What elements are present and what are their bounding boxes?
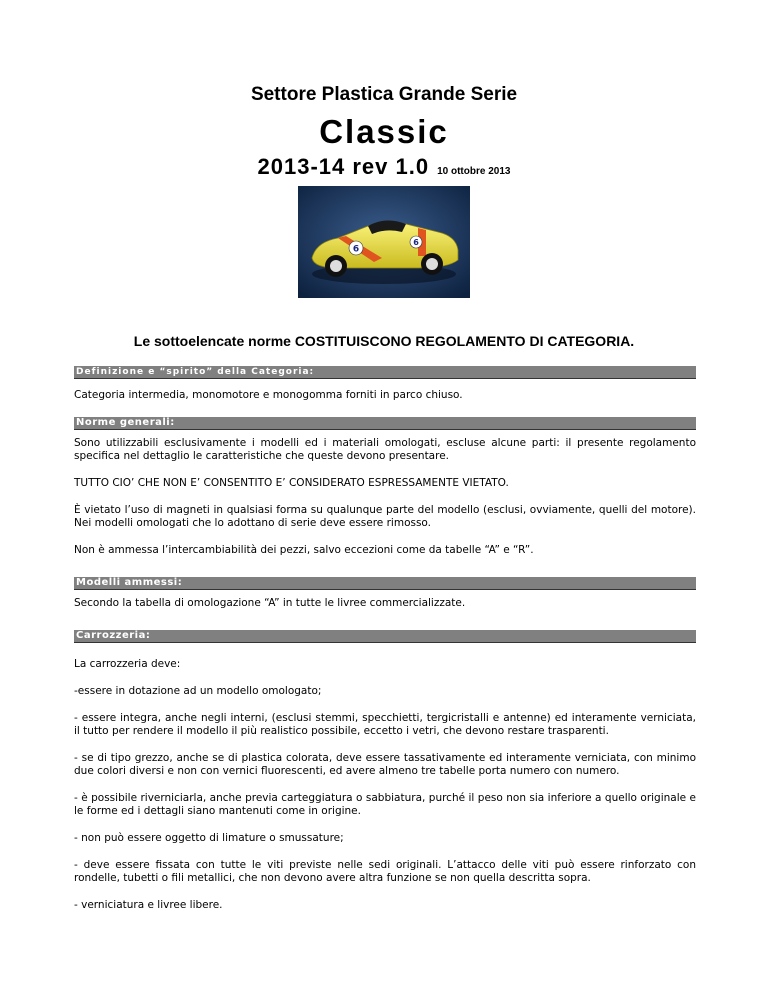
section-paragraph: - essere integra, anche negli interni, (esclusi stemmi, specchietti, tergicristalli e antenne) ed interamente verniciata, il tutto per rendere il modello il più realistico possibile, eccetto i vetri, che devono restare trasparenti. — [74, 712, 696, 737]
section-paragraph: Categoria intermedia, monomotore e monogomma forniti in parco chiuso. — [74, 389, 463, 401]
section-paragraph: - non può essere oggetto di limature o smussature; — [74, 832, 344, 844]
section-paragraph: Non è ammessa l’intercambiabilità dei pezzi, salvo eccezioni come da tabelle “A” e “R”. — [74, 544, 534, 556]
season-line — [0, 154, 768, 180]
intro-statement: Le sottoelencate norme COSTITUISCONO REGOLAMENTO DI CATEGORIA. — [133, 333, 635, 349]
section-heading-norme-generali: Norme generali: — [74, 417, 696, 430]
section-heading-carrozzeria: Carrozzeria: — [74, 630, 696, 643]
section-paragraph: Secondo la tabella di omologazione “A” in tutte le livree commercializzate. — [74, 597, 466, 609]
section-paragraph: Sono utilizzabili esclusivamente i modelli ed i materiali omologati, escluse alcune parti: il presente regolamento specifica nel dettaglio le caratteristiche che queste devono presentare. — [74, 437, 696, 462]
section-paragraph: È vietato l’uso di magneti in qualsiasi forma su qualunque parte del modello (esclusi, ovviamente, quelli del motore). Nei modelli omologati che lo adottano di serie deve essere rimosso. — [74, 504, 696, 529]
revision-date: 10 ottobre 2013 — [437, 166, 511, 177]
car-number-side: 6 — [413, 238, 419, 247]
section-paragraph: -essere in dotazione ad un modello omologato; — [74, 685, 322, 697]
car-number: 6 — [352, 244, 360, 255]
rules-content — [74, 366, 696, 912]
section-heading-modelli-ammessi: Modelli ammessi: — [74, 577, 696, 590]
document-title: Classic — [319, 113, 449, 150]
document-header — [0, 84, 768, 180]
section-paragraph: - se di tipo grezzo, anche se di plastica colorata, deve essere tassativamente ed interamente verniciata, con minimo due colori diversi e non con vernici fluorescenti, ed avere almeno tre tabelle porta numero con numero. — [74, 752, 696, 777]
section-paragraph: La carrozzeria deve: — [74, 658, 181, 670]
season-label: 2013-14 rev 1.0 — [257, 154, 430, 179]
section-heading-definizione: Definizione e “spirito” della Categoria: — [74, 366, 696, 379]
section-paragraph: - verniciatura e livree libere. — [74, 899, 223, 911]
section-paragraph: - è possibile riverniciarla, anche previa carteggiatura o sabbiatura, purché il peso non sia inferiore a quello originale e le forme ed i dettagli siano mantenuti come in origine. — [74, 792, 696, 817]
section-paragraph: - deve essere fissata con tutte le viti previste nelle sedi originali. L’attacco delle viti può essere rinforzato con rondelle, tubetti o fili metallici, che non devono avere altra funzione se non quella descritta sopra. — [74, 859, 696, 884]
document-subtitle: Settore Plastica Grande Serie — [250, 84, 518, 105]
section-paragraph: TUTTO CIO’ CHE NON E’ CONSENTITO E’ CONSIDERATO ESPRESSAMENTE VIETATO. — [74, 477, 509, 489]
car-photo — [298, 186, 470, 298]
